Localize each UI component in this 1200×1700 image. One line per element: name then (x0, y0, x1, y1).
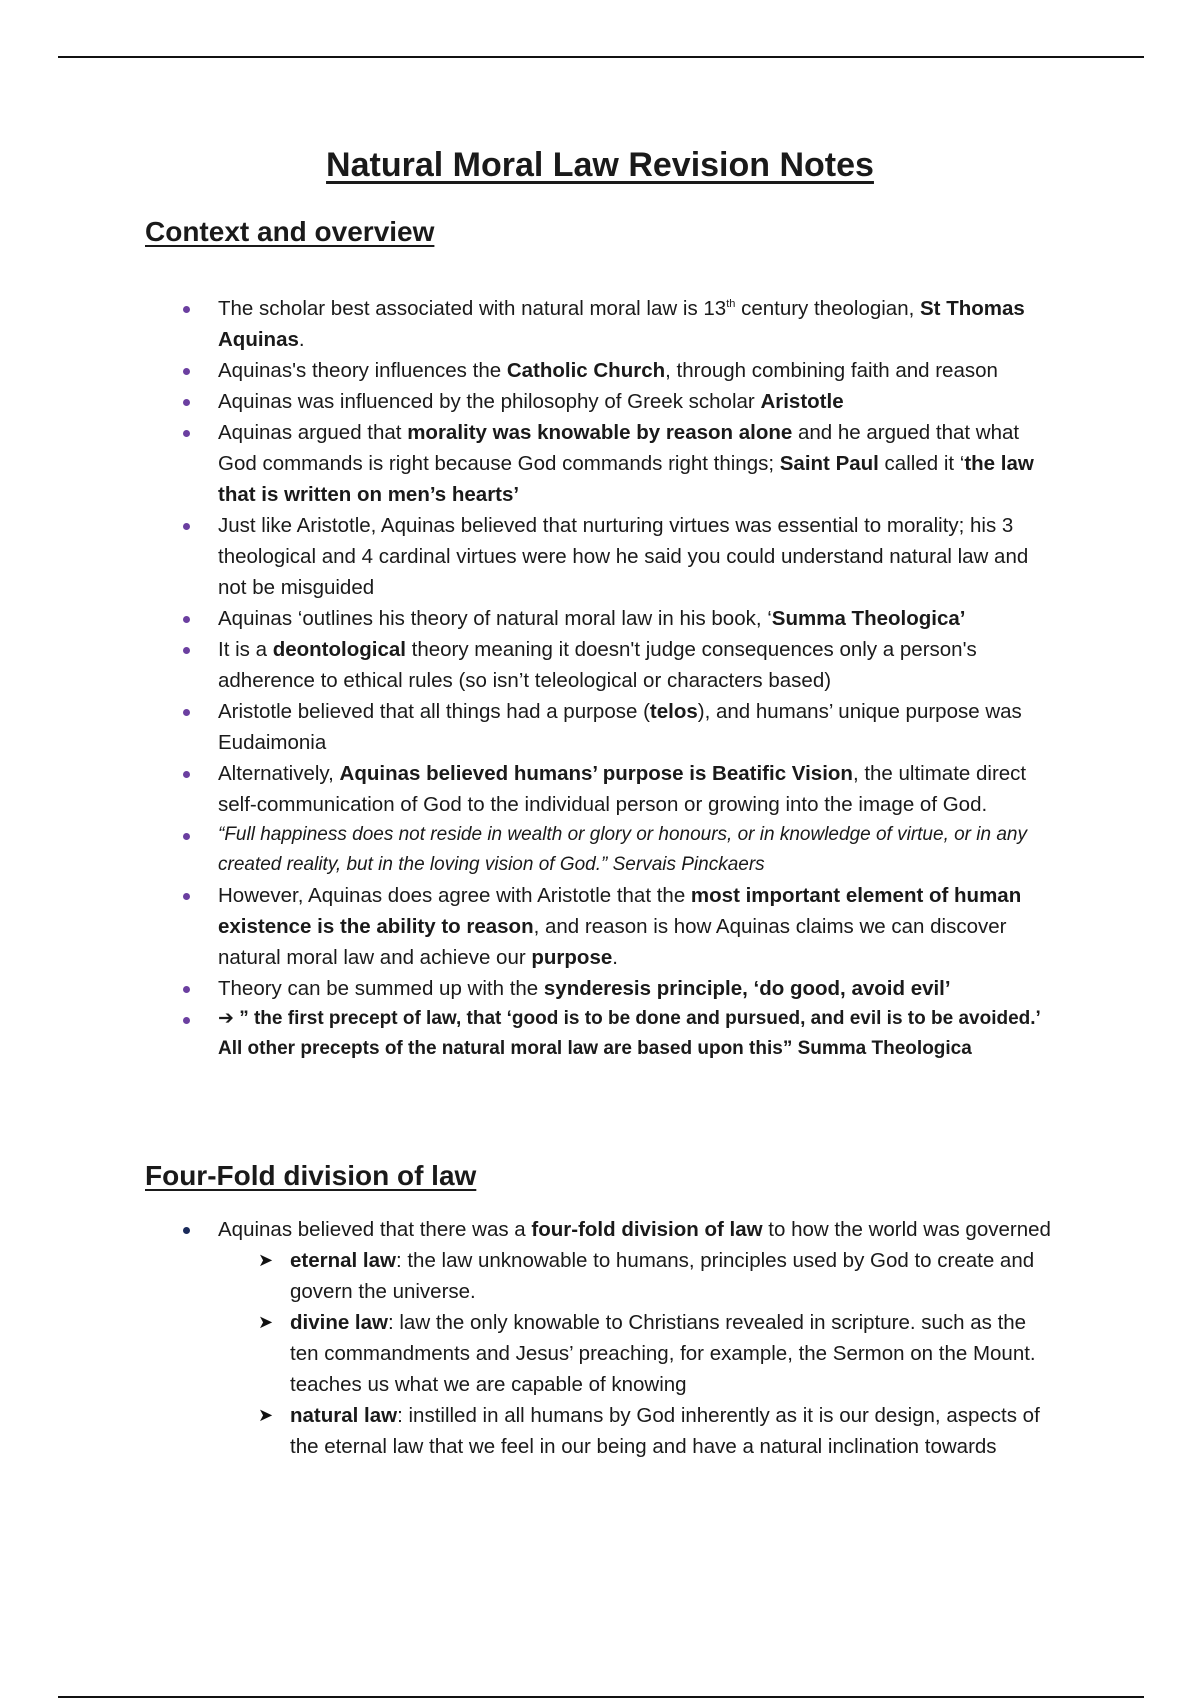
header-rule (58, 56, 1144, 58)
quote-item: “Full happiness does not reside in wealth or glory or honours, or in knowledge of virtue, or in any created reality, but in the loving vision of God.” Servais Pinckaers (176, 820, 1056, 880)
arrowhead-icon: ➤ (258, 1312, 274, 1332)
list-item: Aquinas believed that there was a four-fold division of law to how the world was governed ➤ eternal law: the law unknowable to humans, principles used by God to create and govern the universe. ➤ divine law: law the only knowable to Christians revealed in scripture. such as the ten commandments and Jesus’ preaching, for example, the Sermon on the Mount. teaches us what we are capable of knowing ➤ natural law: instilled in all humans by God inherently as it is our design, aspects of the eternal law that we feel in our being and have a natural inclination towards (176, 1214, 1056, 1462)
quote-item: ➔ ” the first precept of law, that ‘good is to be done and pursued, and evil is to be avoided.’ All other precepts of the natural moral law are based upon this” Summa Theologica (176, 1004, 1056, 1064)
bullet-icon (183, 986, 190, 993)
arrowhead-icon: ➤ (258, 1405, 274, 1425)
arrowhead-icon: ➤ (258, 1250, 274, 1270)
footer-rule (58, 1696, 1144, 1698)
bullet-icon (183, 368, 190, 375)
section-heading-context: Context and overview (145, 216, 435, 247)
list-item: Aquinas's theory influences the Catholic Church, through combining faith and reason (176, 355, 1056, 386)
bullet-icon (183, 771, 190, 778)
page-title: Natural Moral Law Revision Notes (326, 146, 874, 184)
bullet-icon (183, 647, 190, 654)
list-item: Alternatively, Aquinas believed humans’ purpose is Beatific Vision, the ultimate direct self-communication of God to the individual person or growing into the image of God. (176, 758, 1056, 820)
bullet-icon (183, 399, 190, 406)
list-item: Aquinas argued that morality was knowable by reason alone and he argued that what God commands is right because God commands right things; Saint Paul called it ‘the law that is written on men’s hearts’ (176, 417, 1056, 510)
bullet-icon (183, 616, 190, 623)
bullet-icon (183, 523, 190, 530)
sub-list-item: ➤ divine law: law the only knowable to Christians revealed in scripture. such as the ten commandments and Jesus’ preaching, for example, the Sermon on the Mount. teaches us what we are capable of knowing (218, 1307, 1056, 1400)
law-types-list (218, 1245, 1056, 1462)
bullet-icon (183, 1017, 190, 1024)
list-item: Just like Aristotle, Aquinas believed that nurturing virtues was essential to morality; his 3 theological and 4 cardinal virtues were how he said you could understand natural law and not be misguided (176, 510, 1056, 603)
bullet-icon (183, 709, 190, 716)
list-item: It is a deontological theory meaning it doesn't judge consequences only a person's adherence to ethical rules (so isn’t teleological or characters based) (176, 634, 1056, 696)
bullet-icon (183, 306, 190, 313)
fourfold-bullet-list (176, 1214, 1056, 1462)
bullet-icon (183, 430, 190, 437)
list-item: Aquinas ‘outlines his theory of natural moral law in his book, ‘Summa Theologica’ (176, 603, 1056, 634)
list-item: Aristotle believed that all things had a purpose (telos), and humans’ unique purpose was Eudaimonia (176, 696, 1056, 758)
list-item: The scholar best associated with natural moral law is 13th century theologian, St Thomas Aquinas. (176, 293, 1056, 355)
right-arrow-icon: ➔ (218, 1008, 234, 1029)
sub-list-item: ➤ natural law: instilled in all humans by God inherently as it is our design, aspects of the eternal law that we feel in our being and have a natural inclination towards (218, 1400, 1056, 1462)
section-heading-fourfold: Four-Fold division of law (145, 1160, 477, 1191)
list-item: Theory can be summed up with the synderesis principle, ‘do good, avoid evil’ (176, 973, 1056, 1004)
context-bullet-list (176, 293, 1056, 1064)
sub-list-item: ➤ eternal law: the law unknowable to humans, principles used by God to create and govern the universe. (218, 1245, 1056, 1307)
bullet-icon (183, 833, 190, 840)
list-item: However, Aquinas does agree with Aristotle that the most important element of human existence is the ability to reason, and reason is how Aquinas claims we can discover natural moral law and achieve our purpose. (176, 880, 1056, 973)
bullet-icon (183, 893, 190, 900)
list-item: Aquinas was influenced by the philosophy of Greek scholar Aristotle (176, 386, 1056, 417)
bullet-icon (183, 1227, 190, 1234)
